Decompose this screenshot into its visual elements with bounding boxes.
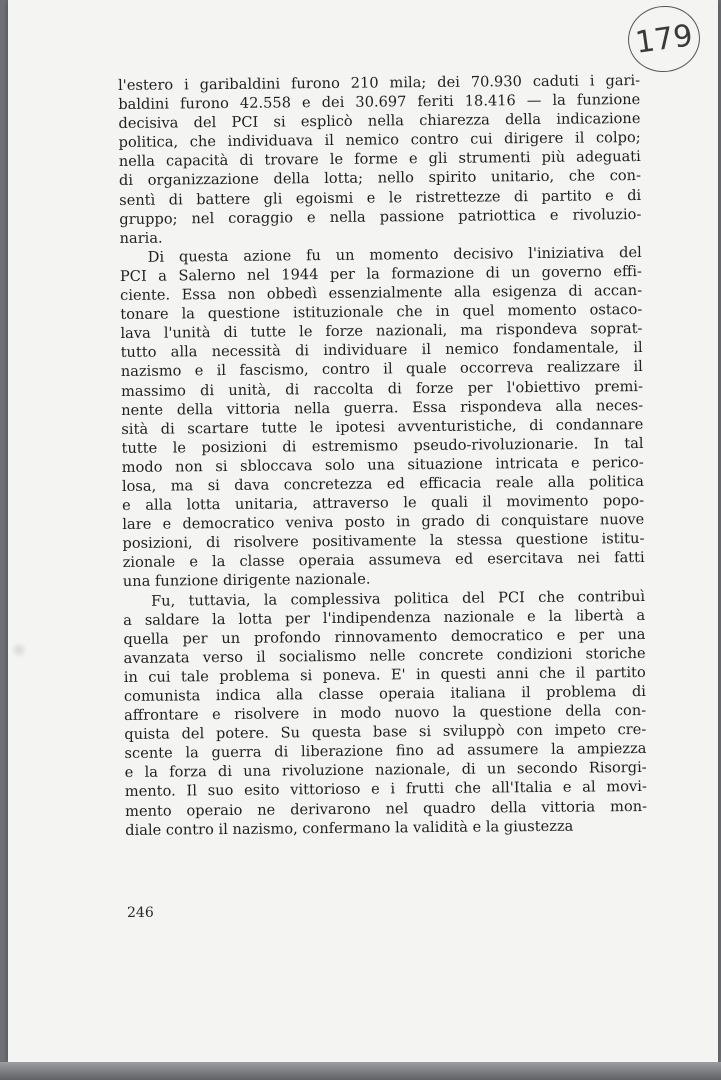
text-line: nazismo e il fascismo, contro il quale occorreva realizzare il <box>120 358 643 381</box>
text-line: sentì di battere gli egoismi e le ristrettezze di partito e di <box>119 186 642 209</box>
text-line: quista del potere. Su questa base si sviluppò con impeto cre- <box>124 721 647 744</box>
text-line: modo non si sbloccava solo una situazione intricata e perico- <box>121 453 644 476</box>
text-line: zionale e la classe operaia assumeva ed esercitava nei fatti <box>122 549 645 572</box>
text-line: l'estero i garibaldini furono 210 mila; dei 70.930 caduti i gari- <box>118 71 641 94</box>
body-text <box>118 71 647 840</box>
text-line: baldini furono 42.558 e dei 30.697 feriti 18.416 — la funzione <box>118 91 641 114</box>
text-line: avanzata verso il socialismo nelle concrete condizioni storiche <box>123 644 646 667</box>
text-line: di organizzazione della lotta; nello spirito unitario, che con- <box>118 167 642 190</box>
text-line: ciente. Essa non obbedì essenzialmente alla esigenza di accan- <box>120 282 643 305</box>
text-line: losa, ma si dava concretezza ed efficacia reale alla politica <box>121 472 644 495</box>
text-line: mento. Il suo esito vittorioso e i frutti che all'Italia e al movi- <box>124 778 647 801</box>
text-line: affrontare e risolvere in modo nuovo la questione della con- <box>124 702 647 725</box>
text-line: Fu, tuttavia, la complessiva politica del PCI che contribuì <box>150 587 646 610</box>
text-line: e la forza di una rivoluzione nazionale, di un secondo Risorgi- <box>124 759 647 782</box>
text-line: mento operaio ne derivarono nel quadro della vittoria mon- <box>124 797 648 820</box>
text-line: gruppo; nel coraggio e nella passione patriottica e rivoluzio- <box>119 205 642 228</box>
text-line: tutto alla necessità di individuare il nemico fondamentale, il <box>120 339 643 362</box>
text-line: sità di scartare tutte le ipotesi avventuristiche, di condannare <box>121 415 644 438</box>
text-line: comunista indica alla classe operaia italiana il problema di <box>123 682 647 705</box>
text-line: lare e democratico veniva posto in grado di conquistare nuove <box>122 511 645 534</box>
scan-edge-shadow <box>0 1062 721 1080</box>
text-line: massimo di unità, di raccolta di forze per l'obiettivo premi- <box>120 377 644 400</box>
scan-speck <box>12 640 26 660</box>
text-line: PCI a Salerno nel 1944 per la formazione di un governo effi- <box>119 262 642 285</box>
text-line: scente la guerra di liberazione fino ad assumere la ampiezza <box>124 740 647 763</box>
text-line: in cui tale problema si poneva. E' in questi anni che il partito <box>123 663 646 686</box>
text-line: e alla lotta unitaria, attraverso le quali il movimento popo- <box>122 492 645 515</box>
text-line: tonare la questione istituzionale che in quel momento ostaco- <box>120 301 643 324</box>
text-line: nente della vittoria nella guerra. Essa rispondeva alla neces- <box>121 396 644 419</box>
text-line: politica, che individuava il nemico contro cui dirigere il colpo; <box>118 129 641 152</box>
text-line: naria. <box>119 229 163 247</box>
text-line: diale contro il nazismo, confermano la validità e la giustezza <box>125 817 574 839</box>
text-line: decisiva del PCI si esplicò nella chiarezza della indicazione <box>118 110 641 133</box>
text-line: posizioni, di risolvere positivamente la stessa questione istitu- <box>122 530 645 553</box>
text-line: lava l'unità di tutte le forze nazionali, ma rispondeva soprat- <box>120 320 643 343</box>
text-line: quella per un profondo rinnovamento democratico e per una <box>123 625 646 648</box>
text-line: nella capacità di trovare le forme e gli strumenti più adeguati <box>118 148 641 171</box>
page-number: 246 <box>127 905 154 921</box>
archive-stamp <box>624 1 704 76</box>
text-line: tutte le posizioni di estremismo pseudo-rivoluzionarie. In tal <box>121 434 644 457</box>
scanned-page <box>8 0 718 1062</box>
text-line: una funzione dirigente nazionale. <box>122 571 371 591</box>
text-line: Di questa azione fu un momento decisivo l'iniziativa del <box>147 243 642 266</box>
text-line: a saldare la lotta per l'indipendenza nazionale e la libertà a <box>123 606 646 629</box>
stamp-number: 179 <box>633 17 695 61</box>
